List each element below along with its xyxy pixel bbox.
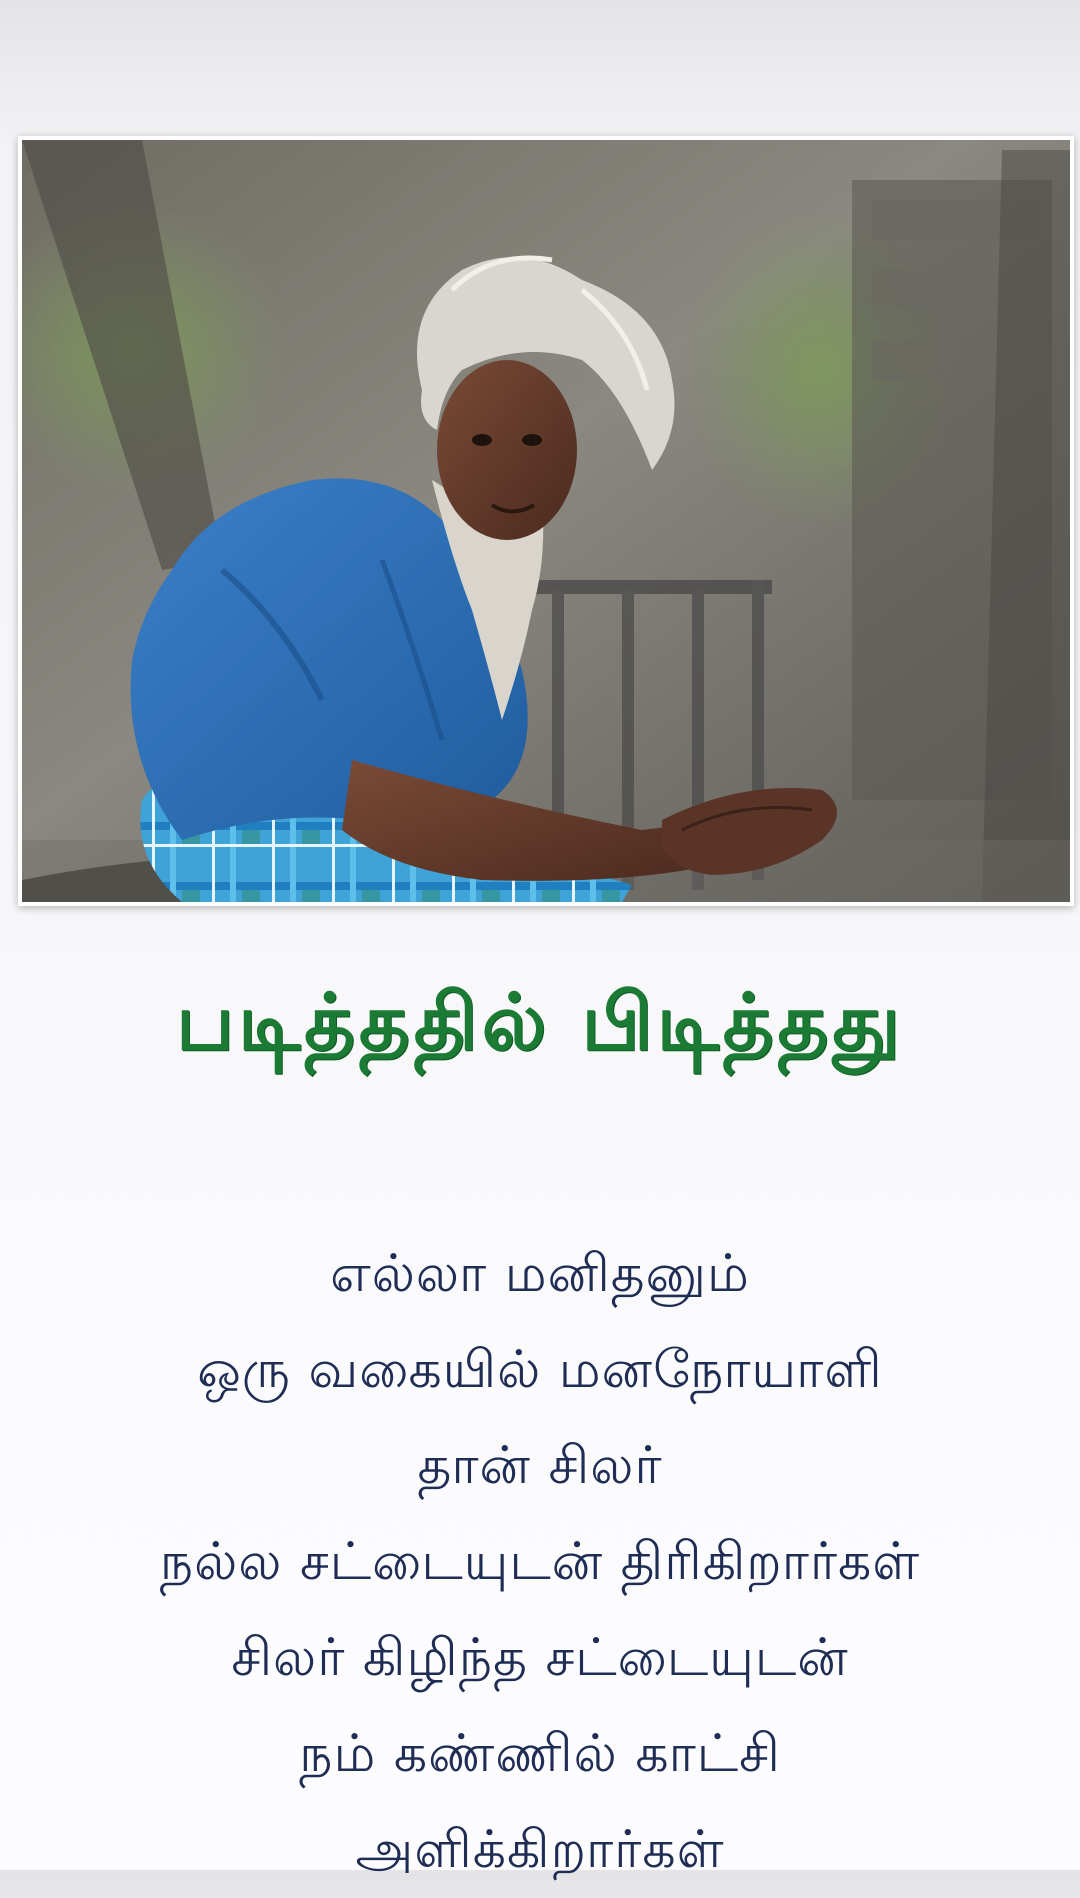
quote-line: தான் சிலர் <box>417 1436 663 1496</box>
quote-line: எல்லா மனிதனும் <box>330 1244 750 1304</box>
elderly-man-photo <box>22 140 1070 902</box>
quote-line: சிலர் கிழிந்த சட்டையுடன் <box>231 1628 849 1688</box>
quote-text-block <box>0 1226 1080 1898</box>
photo-frame <box>18 136 1074 906</box>
quote-line: அளிக்கிறார்கள் <box>355 1820 725 1880</box>
quote-line: நம் கண்ணில் காட்சி <box>299 1724 781 1784</box>
headline-title: படித்ததில் பிடித்தது <box>175 978 905 1068</box>
quote-line: நல்ல சட்டையுடன் திரிகிறார்கள் <box>159 1532 921 1592</box>
quote-line: ஒரு வகையில் மனநோயாளி <box>197 1340 883 1400</box>
